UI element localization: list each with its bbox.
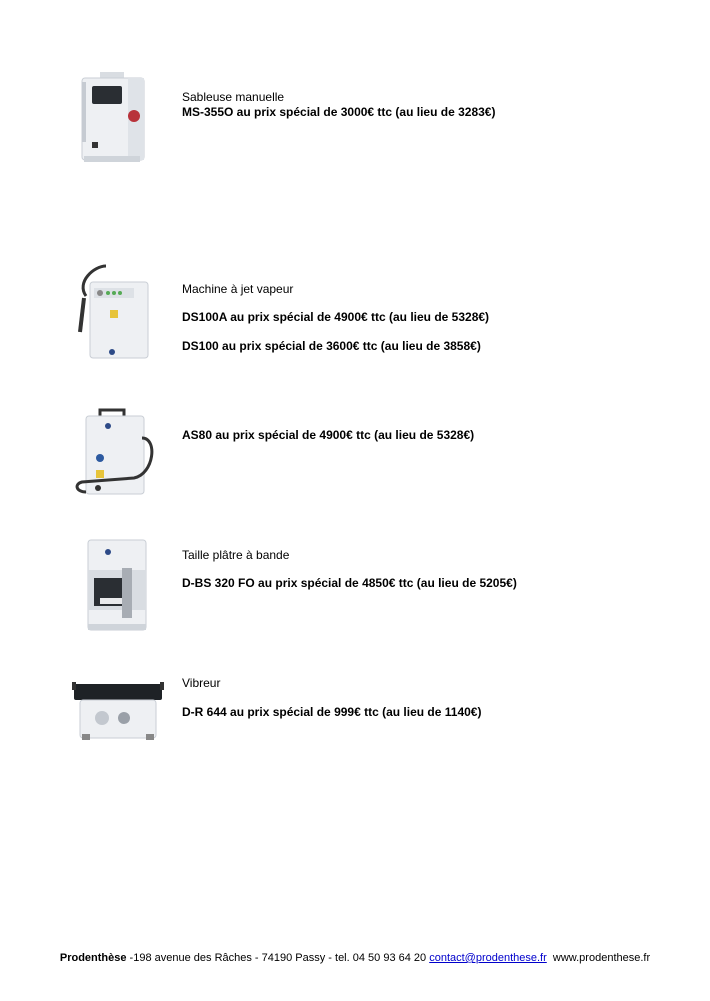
product-category: Sableuse manuelle	[182, 90, 285, 104]
suction-unit-icon	[72, 408, 156, 500]
footer-email-link[interactable]: contact@prodenthese.fr	[429, 952, 547, 964]
footer-company: Prodenthèse	[59, 952, 127, 964]
product-category: Taille plâtre à bande	[182, 548, 290, 562]
sandblaster-icon	[72, 72, 152, 164]
footer	[0, 952, 710, 964]
plaster-trimmer-icon	[72, 538, 152, 634]
product-offer: D-BS 320 FO au prix spécial de 4850€ ttc (au lieu de 5205€)	[182, 576, 517, 590]
product-category: Vibreur	[182, 676, 221, 690]
product-offer: DS100A au prix spécial de 4900€ ttc (au lieu de 5328€)	[182, 310, 490, 324]
product-offer: D-R 644 au prix spécial de 999€ ttc (au lieu de 1140€)	[182, 705, 482, 719]
product-category: Machine à jet vapeur	[182, 282, 294, 296]
product-offer: MS-355O au prix spécial de 3000€ ttc (au lieu de 3283€)	[182, 105, 496, 119]
product-offer: AS80 au prix spécial de 4900€ ttc (au lieu de 5328€)	[182, 428, 475, 442]
footer-website[interactable]: www.prodenthese.fr	[552, 952, 651, 964]
vibrator-icon	[72, 680, 164, 742]
steam-jet-machine-icon	[72, 262, 152, 362]
footer-address: -198 avenue des Râches - 74190 Passy - tel. 04 50 93 64 20	[126, 952, 430, 964]
product-offer: DS100 au prix spécial de 3600€ ttc (au lieu de 3858€)	[182, 339, 481, 353]
